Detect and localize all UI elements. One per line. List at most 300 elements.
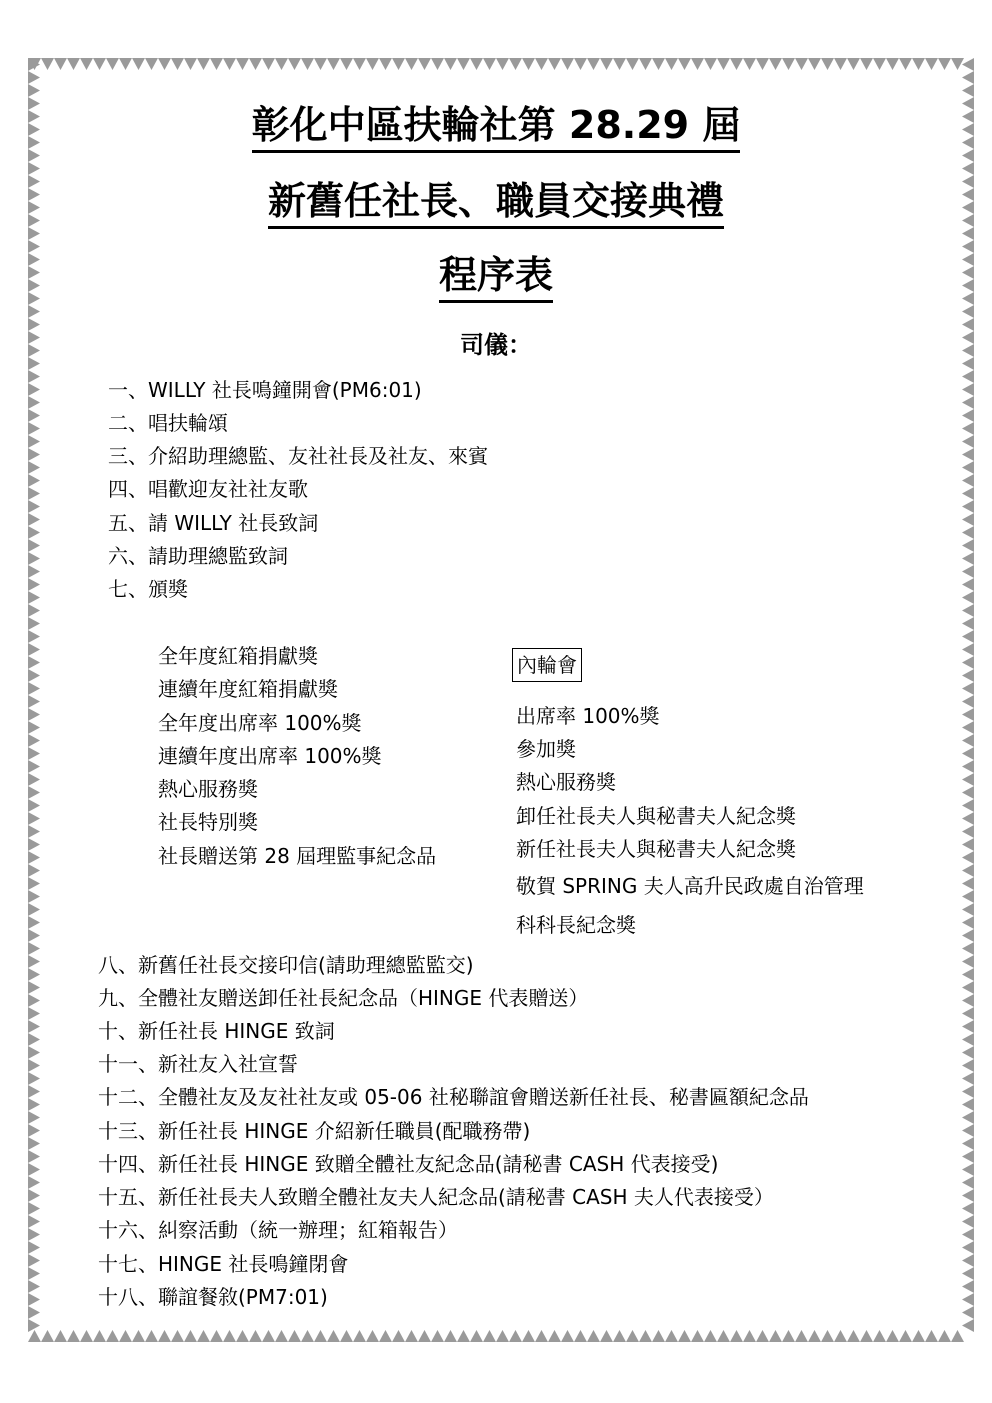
border-triangle	[28, 734, 40, 747]
border-triangle	[509, 1330, 522, 1342]
border-triangle	[665, 1330, 678, 1342]
border-triangle	[962, 409, 974, 422]
border-triangle	[962, 1007, 974, 1020]
border-triangle	[366, 58, 379, 70]
inner-wheel-label: 內輪會	[512, 648, 582, 682]
border-triangle	[962, 1319, 974, 1332]
border-triangle	[962, 864, 974, 877]
border-triangle	[197, 58, 210, 70]
award-item-left: 熱心服務獎	[158, 777, 258, 801]
border-triangle	[28, 721, 40, 734]
border-triangle	[262, 1330, 275, 1342]
border-triangle	[962, 84, 974, 97]
border-triangle	[28, 1033, 40, 1046]
border-triangle	[197, 1330, 210, 1342]
border-triangle	[288, 1330, 301, 1342]
border-triangle	[236, 58, 249, 70]
award-item-left: 社長贈送第 28 屆理監事紀念品	[158, 844, 437, 868]
program-item: 四、唱歡迎友社社友歌	[108, 477, 308, 501]
program-item: 十七、HINGE 社長鳴鐘閉會	[98, 1252, 349, 1276]
border-triangle	[145, 58, 158, 70]
border-triangle	[418, 1330, 431, 1342]
border-triangle	[678, 58, 691, 70]
border-triangle	[962, 1306, 974, 1319]
border-triangle	[962, 513, 974, 526]
border-triangle	[574, 1330, 587, 1342]
border-triangle	[962, 617, 974, 630]
border-triangle	[145, 1330, 158, 1342]
border-triangle	[691, 58, 704, 70]
border-triangle	[847, 58, 860, 70]
border-triangle	[912, 1330, 925, 1342]
border-triangle	[962, 890, 974, 903]
border-triangle	[340, 1330, 353, 1342]
border-triangle	[730, 1330, 743, 1342]
border-triangle	[962, 669, 974, 682]
border-triangle	[132, 58, 145, 70]
border-triangle	[808, 58, 821, 70]
border-triangle	[28, 422, 40, 435]
border-triangle	[327, 1330, 340, 1342]
title-text-3: 程序表	[439, 252, 553, 303]
border-triangle	[314, 58, 327, 70]
border-triangle	[962, 396, 974, 409]
border-triangle	[962, 1176, 974, 1189]
border-triangle	[158, 58, 171, 70]
border-triangle	[626, 58, 639, 70]
border-triangle	[795, 1330, 808, 1342]
border-triangle	[28, 1280, 40, 1293]
border-triangle	[379, 58, 392, 70]
border-triangle	[184, 1330, 197, 1342]
border-triangle	[886, 1330, 899, 1342]
border-triangle	[366, 1330, 379, 1342]
border-triangle	[28, 552, 40, 565]
border-triangle	[28, 643, 40, 656]
border-triangle	[962, 448, 974, 461]
border-triangle	[639, 1330, 652, 1342]
border-triangle	[821, 58, 834, 70]
border-triangle	[962, 1241, 974, 1254]
border-triangle	[28, 773, 40, 786]
border-triangle	[962, 630, 974, 643]
border-triangle	[28, 955, 40, 968]
border-triangle	[327, 58, 340, 70]
border-triangle	[483, 1330, 496, 1342]
program-item: 十三、新任社長 HINGE 介紹新任職員(配職務帶)	[98, 1119, 531, 1143]
border-bottom	[28, 1330, 976, 1344]
border-triangle	[962, 812, 974, 825]
border-triangle	[28, 1098, 40, 1111]
title-line-3	[0, 252, 992, 303]
border-triangle	[962, 968, 974, 981]
border-triangle	[962, 162, 974, 175]
border-triangle	[28, 604, 40, 617]
border-triangle	[962, 760, 974, 773]
border-triangle	[28, 1124, 40, 1137]
border-triangle	[782, 58, 795, 70]
program-item: 二、唱扶輪頌	[108, 411, 228, 435]
border-triangle	[28, 916, 40, 929]
border-triangle	[962, 1124, 974, 1137]
border-triangle	[106, 58, 119, 70]
border-triangle	[962, 1137, 974, 1150]
border-triangle	[28, 1072, 40, 1085]
border-triangle	[899, 1330, 912, 1342]
border-triangle	[392, 58, 405, 70]
border-triangle	[912, 58, 925, 70]
border-triangle	[28, 526, 40, 539]
border-triangle	[223, 1330, 236, 1342]
program-item: 八、新舊任社長交接印信(請助理總監監交)	[98, 953, 474, 977]
program-item: 十、新任社長 HINGE 致詞	[98, 1019, 335, 1043]
border-triangle	[132, 1330, 145, 1342]
border-triangle	[301, 1330, 314, 1342]
border-triangle	[28, 851, 40, 864]
border-triangle	[962, 526, 974, 539]
border-triangle	[860, 1330, 873, 1342]
border-triangle	[962, 383, 974, 396]
border-triangle	[962, 1293, 974, 1306]
border-triangle	[80, 1330, 93, 1342]
border-triangle	[509, 58, 522, 70]
border-triangle	[600, 1330, 613, 1342]
border-triangle	[457, 1330, 470, 1342]
border-triangle	[821, 1330, 834, 1342]
border-triangle	[962, 916, 974, 929]
border-triangle	[962, 734, 974, 747]
border-triangle	[962, 825, 974, 838]
border-triangle	[93, 1330, 106, 1342]
border-triangle	[28, 1176, 40, 1189]
border-triangle	[28, 1306, 40, 1319]
award-item-right: 新任社長夫人與秘書夫人紀念獎	[516, 837, 796, 861]
program-item: 十五、新任社長夫人致贈全體社友夫人紀念品(請秘書 CASH 夫人代表接受）	[98, 1185, 774, 1209]
border-triangle	[28, 890, 40, 903]
border-triangle	[236, 1330, 249, 1342]
border-triangle	[28, 708, 40, 721]
program-item: 五、請 WILLY 社長致詞	[108, 511, 319, 535]
border-triangle	[962, 552, 974, 565]
border-triangle	[28, 409, 40, 422]
border-triangle	[184, 58, 197, 70]
border-triangle	[54, 58, 67, 70]
border-triangle	[93, 58, 106, 70]
border-triangle	[522, 58, 535, 70]
border-triangle	[28, 1046, 40, 1059]
border-triangle	[678, 1330, 691, 1342]
border-triangle	[847, 1330, 860, 1342]
program-item: 十八、聯誼餐敘(PM7:01)	[98, 1285, 328, 1309]
border-triangle	[873, 58, 886, 70]
border-triangle	[496, 58, 509, 70]
border-triangle	[28, 903, 40, 916]
title-text-2: 新舊任社長、職員交接典禮	[268, 178, 724, 229]
program-item: 十四、新任社長 HINGE 致贈全體社友紀念品(請秘書 CASH 代表接受)	[98, 1152, 719, 1176]
border-triangle	[392, 1330, 405, 1342]
border-triangle	[962, 786, 974, 799]
border-triangle	[158, 1330, 171, 1342]
border-triangle	[962, 708, 974, 721]
border-triangle	[962, 721, 974, 734]
program-item: 十二、全體社友及友社社友或 05-06 社秘聯誼會贈送新任社長、秘書匾額紀念品	[98, 1085, 809, 1109]
program-item: 七、頒獎	[108, 577, 188, 601]
border-triangle	[860, 58, 873, 70]
border-triangle	[210, 58, 223, 70]
border-triangle	[548, 1330, 561, 1342]
border-triangle	[962, 435, 974, 448]
border-triangle	[962, 422, 974, 435]
border-triangle	[962, 1150, 974, 1163]
border-triangle	[962, 305, 974, 318]
border-triangle	[28, 1293, 40, 1306]
border-triangle	[652, 58, 665, 70]
border-triangle	[67, 58, 80, 70]
border-triangle	[962, 773, 974, 786]
border-triangle	[28, 1007, 40, 1020]
border-triangle	[470, 1330, 483, 1342]
border-triangle	[962, 539, 974, 552]
border-triangle	[613, 1330, 626, 1342]
mc-label: 司儀：	[460, 331, 532, 359]
border-triangle	[962, 877, 974, 890]
border-triangle	[457, 58, 470, 70]
border-triangle	[795, 58, 808, 70]
border-triangle	[962, 1202, 974, 1215]
border-triangle	[28, 1163, 40, 1176]
border-triangle	[28, 305, 40, 318]
border-triangle	[704, 58, 717, 70]
border-triangle	[962, 1280, 974, 1293]
award-item-right: 敬賀 SPRING 夫人高升民政處自治管理	[516, 874, 864, 898]
border-right	[962, 58, 976, 1344]
border-triangle	[223, 58, 236, 70]
border-triangle	[962, 474, 974, 487]
border-triangle	[962, 1046, 974, 1059]
border-triangle	[665, 58, 678, 70]
border-triangle	[28, 630, 40, 643]
border-triangle	[28, 58, 40, 71]
border-triangle	[28, 656, 40, 669]
border-triangle	[962, 1020, 974, 1033]
border-triangle	[28, 1020, 40, 1033]
border-triangle	[28, 71, 40, 84]
program-item: 三、介紹助理總監、友社社長及社友、來賓	[108, 444, 488, 468]
border-triangle	[962, 58, 974, 71]
title-line-2	[0, 178, 992, 229]
border-triangle	[41, 58, 54, 70]
border-triangle	[962, 851, 974, 864]
border-triangle	[28, 487, 40, 500]
border-triangle	[28, 474, 40, 487]
border-triangle	[418, 58, 431, 70]
border-triangle	[561, 1330, 574, 1342]
border-triangle	[962, 1215, 974, 1228]
border-triangle	[28, 370, 40, 383]
border-triangle	[28, 747, 40, 760]
border-triangle	[962, 1189, 974, 1202]
border-triangle	[962, 643, 974, 656]
border-triangle	[28, 968, 40, 981]
border-triangle	[962, 942, 974, 955]
border-triangle	[834, 1330, 847, 1342]
border-triangle	[925, 58, 938, 70]
border-triangle	[600, 58, 613, 70]
border-triangle	[717, 58, 730, 70]
border-triangle	[67, 1330, 80, 1342]
border-top	[28, 58, 976, 72]
border-triangle	[314, 1330, 327, 1342]
border-triangle	[756, 1330, 769, 1342]
border-triangle	[28, 1202, 40, 1215]
border-triangle	[444, 58, 457, 70]
program-item: 九、全體社友贈送卸任社長紀念品（HINGE 代表贈送）	[98, 986, 589, 1010]
border-triangle	[962, 682, 974, 695]
border-triangle	[730, 58, 743, 70]
border-triangle	[962, 1267, 974, 1280]
border-triangle	[431, 1330, 444, 1342]
border-triangle	[28, 1215, 40, 1228]
border-triangle	[444, 1330, 457, 1342]
border-triangle	[483, 58, 496, 70]
border-triangle	[962, 1228, 974, 1241]
border-triangle	[275, 58, 288, 70]
border-triangle	[834, 58, 847, 70]
award-item-right: 科科長紀念獎	[516, 913, 636, 937]
border-triangle	[28, 383, 40, 396]
border-triangle	[171, 58, 184, 70]
border-triangle	[28, 682, 40, 695]
border-triangle	[470, 58, 483, 70]
border-triangle	[28, 591, 40, 604]
border-triangle	[962, 1033, 974, 1046]
award-item-right: 熱心服務獎	[516, 770, 616, 794]
border-triangle	[28, 981, 40, 994]
program-item: 六、請助理總監致詞	[108, 544, 288, 568]
award-item-left: 連續年度紅箱捐獻獎	[158, 677, 338, 701]
border-triangle	[769, 58, 782, 70]
border-triangle	[962, 578, 974, 591]
border-triangle	[28, 799, 40, 812]
border-triangle	[613, 58, 626, 70]
border-triangle	[962, 604, 974, 617]
border-triangle	[275, 1330, 288, 1342]
border-triangle	[106, 1330, 119, 1342]
border-triangle	[938, 58, 951, 70]
program-item: 一、WILLY 社長鳴鐘開會(PM6:01)	[108, 378, 422, 402]
border-triangle	[899, 58, 912, 70]
border-triangle	[28, 994, 40, 1007]
award-item-right: 卸任社長夫人與秘書夫人紀念獎	[516, 804, 796, 828]
border-triangle	[574, 58, 587, 70]
border-triangle	[119, 1330, 132, 1342]
border-triangle	[80, 58, 93, 70]
border-triangle	[962, 500, 974, 513]
border-triangle	[962, 1098, 974, 1111]
border-triangle	[431, 58, 444, 70]
border-triangle	[652, 1330, 665, 1342]
border-triangle	[28, 513, 40, 526]
border-triangle	[925, 1330, 938, 1342]
border-triangle	[210, 1330, 223, 1342]
border-triangle	[561, 58, 574, 70]
border-triangle	[353, 58, 366, 70]
award-item-left: 全年度紅箱捐獻獎	[158, 644, 318, 668]
border-triangle	[717, 1330, 730, 1342]
border-triangle	[119, 58, 132, 70]
title-text-1: 彰化中區扶輪社第 28.29 屆	[252, 102, 741, 153]
border-triangle	[28, 864, 40, 877]
border-triangle	[28, 1228, 40, 1241]
border-triangle	[962, 461, 974, 474]
award-item-right: 出席率 100%獎	[516, 704, 660, 728]
border-triangle	[379, 1330, 392, 1342]
border-triangle	[962, 1254, 974, 1267]
border-triangle	[962, 929, 974, 942]
border-triangle	[808, 1330, 821, 1342]
border-triangle	[626, 1330, 639, 1342]
border-triangle	[548, 58, 561, 70]
border-triangle	[28, 1111, 40, 1124]
border-triangle	[962, 747, 974, 760]
border-triangle	[962, 1085, 974, 1098]
border-triangle	[962, 981, 974, 994]
border-triangle	[353, 1330, 366, 1342]
border-triangle	[962, 591, 974, 604]
border-triangle	[249, 1330, 262, 1342]
border-triangle	[28, 1254, 40, 1267]
border-triangle	[962, 1059, 974, 1072]
border-triangle	[28, 1241, 40, 1254]
border-triangle	[938, 1330, 951, 1342]
border-triangle	[962, 1111, 974, 1124]
border-triangle	[28, 539, 40, 552]
border-triangle	[28, 1059, 40, 1072]
border-triangle	[639, 58, 652, 70]
border-triangle	[54, 1330, 67, 1342]
border-triangle	[28, 565, 40, 578]
border-triangle	[28, 669, 40, 682]
border-triangle	[962, 656, 974, 669]
border-triangle	[28, 695, 40, 708]
border-triangle	[28, 1189, 40, 1202]
border-triangle	[962, 1072, 974, 1085]
border-triangle	[28, 461, 40, 474]
border-triangle	[249, 58, 262, 70]
border-triangle	[405, 1330, 418, 1342]
border-triangle	[962, 695, 974, 708]
border-triangle	[691, 1330, 704, 1342]
border-triangle	[28, 812, 40, 825]
border-triangle	[962, 71, 974, 84]
border-triangle	[962, 994, 974, 1007]
border-triangle	[962, 370, 974, 383]
award-item-right: 參加獎	[516, 737, 576, 761]
border-triangle	[301, 58, 314, 70]
award-item-left: 社長特別獎	[158, 810, 258, 834]
border-triangle	[587, 58, 600, 70]
border-triangle	[28, 1085, 40, 1098]
border-triangle	[782, 1330, 795, 1342]
border-triangle	[28, 448, 40, 461]
border-triangle	[962, 838, 974, 851]
border-left	[28, 58, 42, 1344]
border-triangle	[28, 877, 40, 890]
border-triangle	[962, 565, 974, 578]
border-triangle	[535, 1330, 548, 1342]
title-line-1	[0, 102, 992, 153]
border-triangle	[288, 58, 301, 70]
